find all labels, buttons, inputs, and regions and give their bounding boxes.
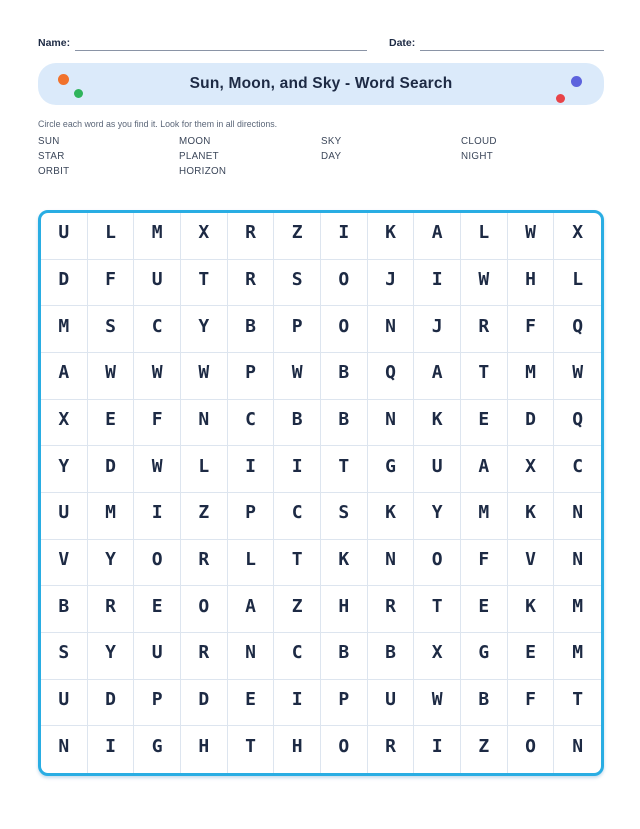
grid-cell: W [88,353,135,400]
grid-cell: E [508,633,555,680]
word-list-column [461,134,604,179]
grid-cell: U [414,446,461,493]
page-title: Sun, Moon, and Sky - Word Search [189,75,453,92]
grid-cell: V [508,540,555,587]
grid-cell: Y [414,493,461,540]
grid-cell: F [134,400,181,447]
grid-cell: H [508,260,555,307]
grid-cell: D [181,680,228,727]
grid-cell: T [461,353,508,400]
word-list-item: STAR [38,151,65,162]
grid-cell: I [414,726,461,773]
name-field [38,36,367,51]
grid-cell: F [461,540,508,587]
grid-cell: U [368,680,415,727]
grid-cell: N [228,633,275,680]
date-input-line [420,36,604,51]
grid-cell: E [461,586,508,633]
grid-cell: V [41,540,88,587]
grid-cell: I [274,446,321,493]
grid-cell: A [414,213,461,260]
grid-cell: W [508,213,555,260]
grid-cell: I [88,726,135,773]
title-banner [38,63,604,105]
grid-cell: D [41,260,88,307]
grid-cell: Y [88,540,135,587]
word-list-column [321,134,461,179]
grid-cell: I [414,260,461,307]
grid-cell: Q [554,306,601,353]
grid-cell: I [274,680,321,727]
grid-cell: B [321,633,368,680]
word-list-item: HORIZON [179,166,227,177]
grid-cell: E [228,680,275,727]
word-list-item: PLANET [179,151,219,162]
grid-cell: K [508,586,555,633]
grid-cell: X [414,633,461,680]
grid-cell: Y [41,446,88,493]
grid-cell: B [321,400,368,447]
word-list-item: SUN [38,136,60,147]
grid-cell: Y [88,633,135,680]
grid-cell: L [181,446,228,493]
grid-cell: L [88,213,135,260]
grid-cell: T [228,726,275,773]
grid-cell: O [321,260,368,307]
grid-cell: T [321,446,368,493]
grid-cell: N [368,540,415,587]
grid-cell: D [88,680,135,727]
grid-cell: R [88,586,135,633]
grid-cell: W [134,446,181,493]
grid-cell: X [41,400,88,447]
grid-cell: W [274,353,321,400]
grid-cell: W [134,353,181,400]
grid-cell: I [228,446,275,493]
grid-cell: C [228,400,275,447]
grid-cell: T [181,260,228,307]
word-list-item: DAY [321,151,342,162]
grid-cell: W [554,353,601,400]
grid-cell: R [181,540,228,587]
grid-cell: U [41,213,88,260]
grid-cell: B [461,680,508,727]
grid-cell: O [321,726,368,773]
grid-cell: S [41,633,88,680]
grid-cell: S [274,260,321,307]
grid-cell: M [508,353,555,400]
grid-cell: M [461,493,508,540]
word-search-grid [38,210,604,776]
grid-cell: O [508,726,555,773]
grid-cell: E [88,400,135,447]
grid-cell: X [181,213,228,260]
grid-cell: B [228,306,275,353]
date-label: Date: [389,37,416,49]
grid-cell: J [368,260,415,307]
grid-cell: N [368,400,415,447]
grid-cell: P [228,493,275,540]
grid-cell: W [181,353,228,400]
word-list-item: ORBIT [38,166,70,177]
grid-cell: N [181,400,228,447]
grid-cell: A [228,586,275,633]
grid-cell: A [461,446,508,493]
grid-cell: L [554,260,601,307]
grid-cell: L [461,213,508,260]
name-label: Name: [38,37,71,49]
grid-cell: Z [274,213,321,260]
grid-cell: N [572,736,584,758]
grid-cell: K [508,493,555,540]
grid-cell: C [554,446,601,493]
grid-cell: Y [181,306,228,353]
grid-cell: R [461,306,508,353]
grid-cell: E [134,586,181,633]
grid-cell: T [414,586,461,633]
grid-cell: G [368,446,415,493]
grid-cell: M [41,306,88,353]
grid-cell: A [41,353,88,400]
grid-cell: W [461,260,508,307]
grid-cell: Q [554,400,601,447]
grid-cell: R [368,586,415,633]
grid-cell: W [414,680,461,727]
grid-cell: K [414,400,461,447]
grid-cell: N [368,306,415,353]
grid-cell: R [368,726,415,773]
grid-cell: I [321,213,368,260]
grid-cell: D [508,400,555,447]
grid-cell: C [274,493,321,540]
word-list-item: SKY [321,136,342,147]
grid-cell: M [554,586,601,633]
grid-cell: U [134,260,181,307]
grid-cell: U [41,680,88,727]
grid-cell: E [461,400,508,447]
grid-cell: J [414,306,461,353]
grid-cell: L [228,540,275,587]
word-list-item: MOON [179,136,211,147]
grid-cell: N [554,540,601,587]
grid-cell: R [181,633,228,680]
red-dot-icon [556,94,565,103]
grid-cell: Z [181,493,228,540]
grid-cell: C [274,633,321,680]
grid-cell: S [88,306,135,353]
grid-cell: P [321,680,368,727]
grid-cell: X [554,213,601,260]
grid-cell: S [321,493,368,540]
grid-cell: B [41,586,88,633]
grid-cell: F [508,306,555,353]
grid-cell: K [368,213,415,260]
grid-cell: N [41,726,88,773]
instructions-text: Circle each word as you find it. Look for them in all directions. [38,119,278,129]
indigo-dot-icon [571,76,582,87]
grid-cell: O [134,540,181,587]
grid-cell: F [508,680,555,727]
grid-cell: I [134,493,181,540]
orange-dot-icon [58,74,69,85]
grid-cell: B [368,633,415,680]
word-list-item: CLOUD [461,136,497,147]
grid-cell: O [321,306,368,353]
grid-cell: H [274,726,321,773]
word-list-column [38,134,179,179]
name-input-line [75,36,367,51]
grid-cell: N [554,493,601,540]
grid-cell: P [134,680,181,727]
grid-cell: K [321,540,368,587]
grid-cell: T [554,680,601,727]
grid-cell: H [181,726,228,773]
grid-cell: R [228,260,275,307]
grid-cell: C [134,306,181,353]
grid-cell: T [274,540,321,587]
grid-cell: M [554,633,601,680]
grid-cell: X [508,446,555,493]
grid-cell: G [461,633,508,680]
grid-cell: Z [274,586,321,633]
grid-cell: U [134,633,181,680]
word-list [38,134,604,179]
grid-cell: Q [368,353,415,400]
grid-cell: R [228,213,275,260]
grid-cell: P [274,306,321,353]
header-fields [38,36,604,51]
grid-cell: B [274,400,321,447]
grid-cell: O [181,586,228,633]
grid-cell: A [414,353,461,400]
grid-cell: U [41,493,88,540]
date-field [389,36,604,51]
grid-cell: M [134,213,181,260]
grid-cell: D [88,446,135,493]
grid-cell: K [368,493,415,540]
grid-cell: M [88,493,135,540]
grid-cell: O [414,540,461,587]
word-list-column [179,134,321,179]
green-dot-icon [74,89,83,98]
grid-cell: Z [461,726,508,773]
grid-cell: P [228,353,275,400]
word-list-item: NIGHT [461,151,493,162]
grid-cell: F [88,260,135,307]
grid-cell: B [321,353,368,400]
grid-cell: G [134,726,181,773]
grid-cell: H [321,586,368,633]
